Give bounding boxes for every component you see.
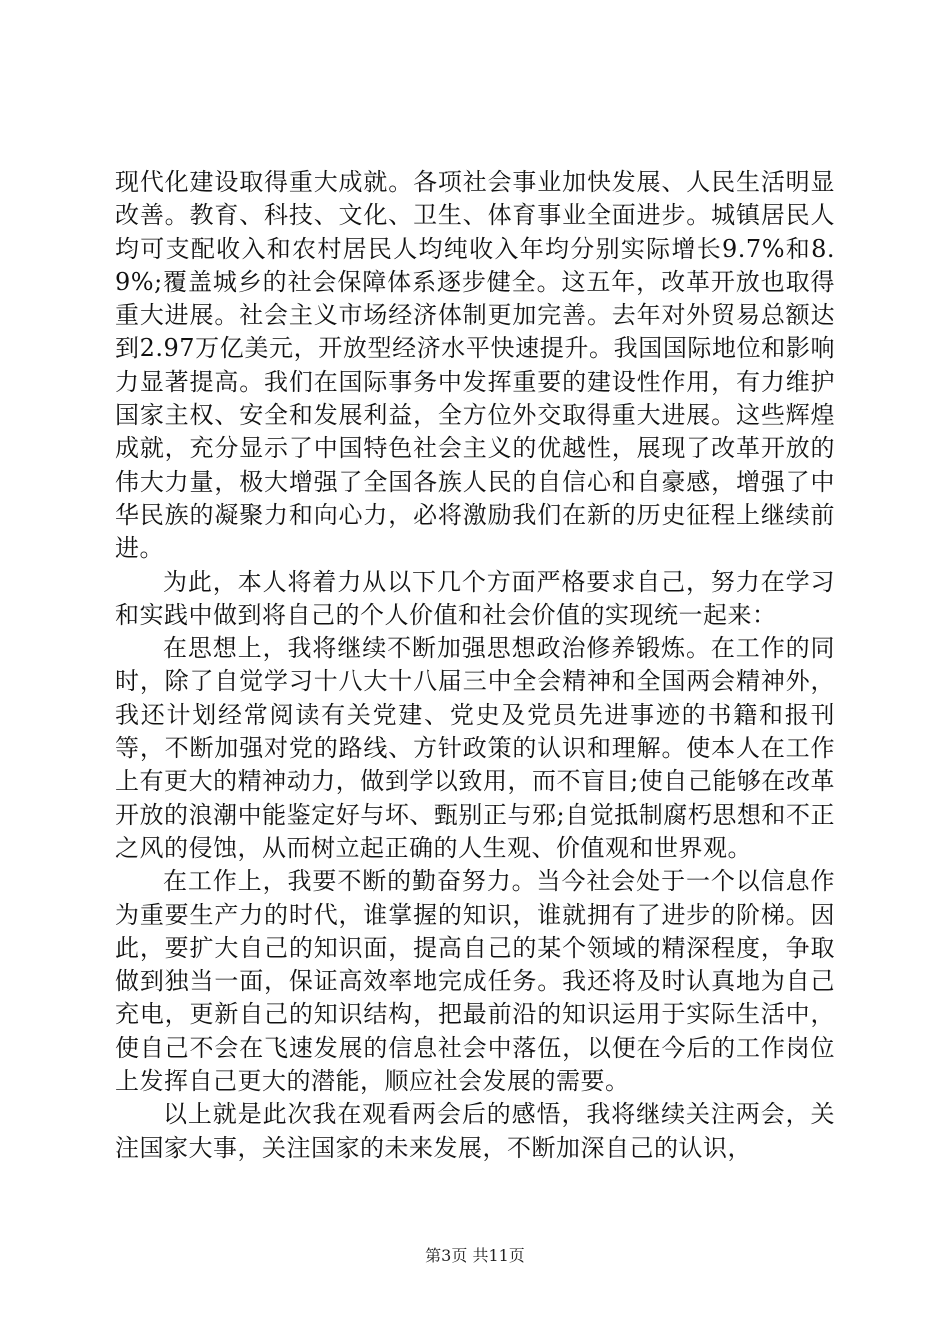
paragraph-4: 在工作上，我要不断的勤奋努力。当今社会处于一个以信息作为重要生产力的时代，谁掌握的知识，谁就拥有了进步的阶梯。因此，要扩大自己的知识面，提高自己的某个领域的精深程度，争取做到独当一面，保证高效率地完成任务。我还将及时认真地为自己充电，更新自己的知识结构，把最前沿的知识运用于实际生活中，使自己不会在飞速发展的信息社会中落伍，以便在今后的工作岗位上发挥自己更大的潜能，顺应社会发展的需要。 <box>115 867 835 1096</box>
page-footer <box>0 1243 950 1266</box>
paragraph-5: 以上就是此次我在观看两会后的感悟，我将继续关注两会，关注国家大事，关注国家的未来发展，不断加深自己的认识， <box>115 1100 835 1162</box>
paragraph-3: 在思想上，我将继续不断加强思想政治修养锻炼。在工作的同时，除了自觉学习十八大十八届三中全会精神和全国两会精神外，我还计划经常阅读有关党建、党史及党员先进事迹的书籍和报刊等，不断加强对党的路线、方针政策的认识和理解。使本人在工作上有更大的精神动力，做到学以致用，而不盲目;使自己能够在改革开放的浪潮中能鉴定好与坏、甄别正与邪;自觉抵制腐朽思想和不正之风的侵蚀，从而树立起正确的人生观、价值观和世界观。 <box>115 634 835 862</box>
paragraph-2: 为此，本人将着力从以下几个方面严格要求自己，努力在学习和实践中做到将自己的个人价值和社会价值的实现统一起来： <box>115 567 835 629</box>
paragraph-1: 现代化建设取得重大成就。各项社会事业加快发展、人民生活明显改善。教育、科技、文化、卫生、体育事业全面进步。城镇居民人均可支配收入和农村居民人均纯收入年均分别实际增长9.7%和8.9%;覆盖城乡的社会保障体系逐步健全。这五年，改革开放也取得重大进展。社会主义市场经济体制更加完善。去年对外贸易总额达到2.97万亿美元，开放型经济水平快速提升。我国国际地位和影响力显著提高。我们在国际事务中发挥重要的建设性作用，有力维护国家主权、安全和发展利益，全方位外交取得重大进展。这些辉煌成就，充分显示了中国特色社会主义的优越性，展现了改革开放的伟大力量，极大增强了全国各族人民的自信心和自豪感，增强了中华民族的凝聚力和向心力，必将激励我们在新的历史征程上继续前进。 <box>115 168 835 563</box>
page-number-label: 第3页 共11页 <box>425 1246 525 1265</box>
body-text <box>115 166 835 1165</box>
